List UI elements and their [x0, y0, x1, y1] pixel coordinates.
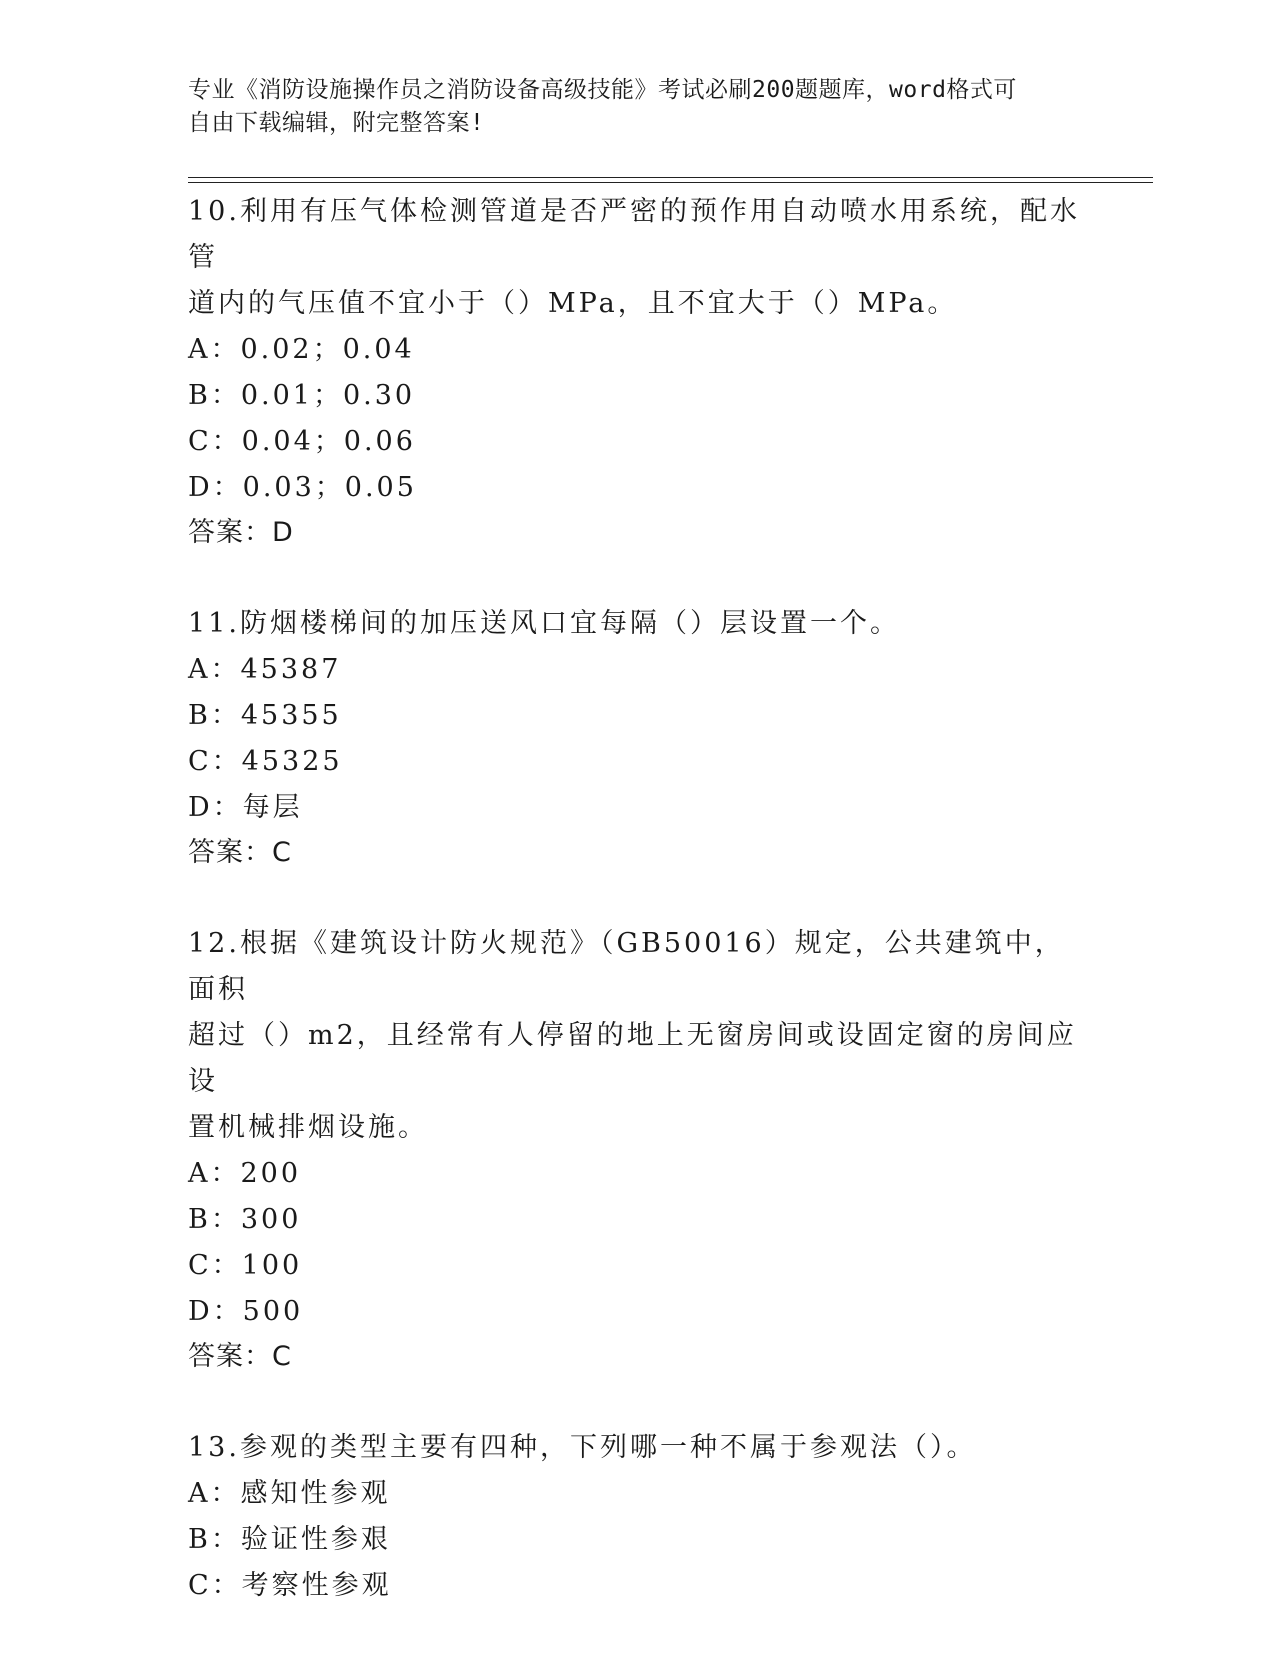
option-b: B：验证性参艰: [188, 1524, 391, 1555]
document-header: [188, 74, 1088, 140]
question-text-line: 13.参观的类型主要有四种，下列哪一种不属于参观法（）。: [188, 1432, 977, 1463]
option-c: C：0.04；0.06: [188, 426, 416, 457]
header-line-1: 专业《消防设施操作员之消防设备高级技能》考试必刷200题题库，word格式可: [188, 77, 1017, 103]
answer: 答案：C: [188, 1341, 292, 1372]
option-a: A：感知性参观: [188, 1478, 391, 1509]
option-a: A：200: [188, 1158, 302, 1189]
option-b: B：45355: [188, 700, 342, 731]
option-d: D：0.03；0.05: [188, 472, 417, 503]
answer: 答案：D: [188, 517, 294, 548]
question-text-line: 超过（）m2，且经常有人停留的地上无窗房间或设固定窗的房间应设: [188, 1020, 1077, 1097]
header-divider-bottom: [188, 182, 1153, 183]
question-text-line: 10.利用有压气体检测管道是否严密的预作用自动喷水用系统，配水管: [188, 196, 1080, 273]
question-10: [188, 189, 1108, 555]
question-list: [188, 189, 1108, 1655]
question-11: [188, 601, 1108, 875]
option-a: A：45387: [188, 654, 342, 685]
option-d: D：500: [188, 1296, 304, 1327]
option-c: C：45325: [188, 746, 343, 777]
option-c: C：100: [188, 1250, 303, 1281]
question-text-line: 11.防烟楼梯间的加压送风口宜每隔（）层设置一个。: [188, 608, 900, 639]
question-12: [188, 921, 1108, 1379]
question-13: [188, 1425, 1108, 1609]
answer: 答案：C: [188, 837, 292, 868]
option-c: C：考察性参观: [188, 1570, 392, 1601]
header-line-2: 自由下载编辑，附完整答案!: [188, 110, 485, 136]
option-a: A：0.02；0.04: [188, 334, 415, 365]
question-text-line: 12.根据《建筑设计防火规范》（GB50016）规定，公共建筑中，面积: [188, 928, 1065, 1005]
option-d: D：每层: [188, 792, 303, 823]
question-text-line: 置机械排烟设施。: [188, 1112, 428, 1143]
header-divider-top: [188, 177, 1153, 178]
option-b: B：300: [188, 1204, 302, 1235]
question-text-line: 道内的气压值不宜小于（）MPa，且不宜大于（）MPa。: [188, 288, 958, 319]
option-b: B：0.01；0.30: [188, 380, 416, 411]
